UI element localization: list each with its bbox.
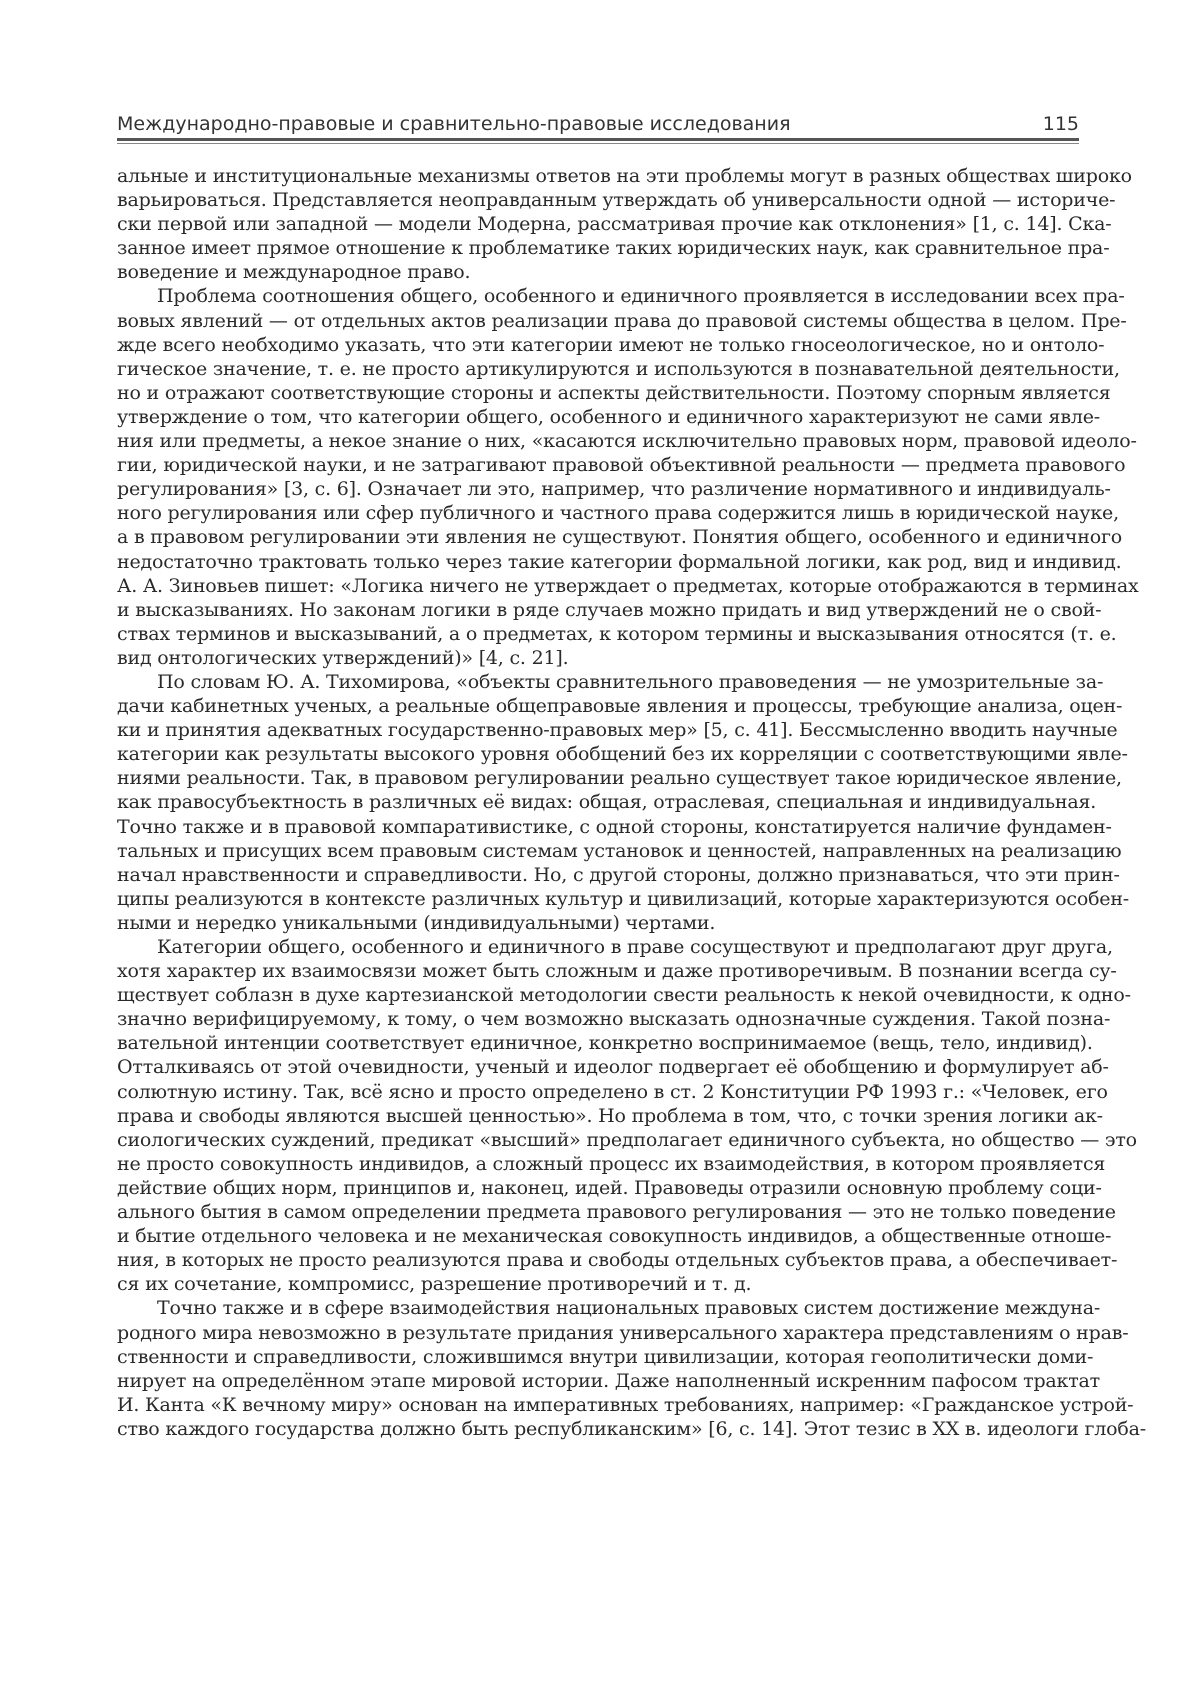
text-line: и бытие отдельного человека и не механическая совокупность индивидов, а общественные отноше- (117, 1225, 1112, 1248)
text-line: Проблема соотношения общего, особенного и единичного проявляется в исследовании всех пра- (157, 285, 1125, 308)
text-line: дачи кабинетных ученых, а реальные общеправовые явления и процессы, требующие анализа, оцен- (117, 695, 1123, 718)
text-line: и высказываниях. Но законам логики в ряде случаев можно придать и вид утверждений не о свой- (117, 598, 1102, 621)
text-line: регулирования» [3, с. 6]. Означает ли это, например, что различение нормативного и индивидуаль- (117, 478, 1111, 501)
text-line: альные и институциональные механизмы ответов на эти проблемы могут в разных обществах широко (117, 165, 1132, 187)
text-line: гическое значение, т. е. не просто артикулируются и используются в познавательной деятельности, (117, 357, 1120, 380)
text-line: ального бытия в самом определении предмета правового регулирования — это не только поведение (117, 1201, 1116, 1224)
text-line: права и свободы являются высшей ценностью». Но проблема в том, что, с точки зрения логики ак- (117, 1104, 1103, 1127)
paragraph (117, 935, 1137, 1296)
text-line: вовых явлений — от отдельных актов реализации права до правовой системы общества в целом. Пре- (117, 309, 1127, 332)
text-line: тальных и присущих всем правовым системам установок и ценностей, направленных на реализацию (117, 839, 1122, 862)
running-header-title: Международно-правовые и сравнительно-правовые исследования (117, 113, 791, 135)
text-line: действие общих норм, принципов и, наконец, идей. Правоведы отразили основную проблему соци- (117, 1176, 1102, 1199)
text-line: родного мира невозможно в результате придания универсального характера представлениям о нрав- (117, 1321, 1129, 1344)
text-line: как правосубъектность в различных её видах: общая, отраслевая, специальная и индивидуальная. (117, 791, 1097, 814)
text-line: начал нравственности и справедливости. Но, с другой стороны, должно признаваться, что эти прин- (117, 863, 1120, 886)
text-line: значно верифицируемому, к тому, о чем возможно высказать однозначные суждения. Такой позна- (117, 1008, 1111, 1031)
body-text (117, 164, 1146, 1441)
text-line: ными и нередко уникальными (индивидуальными) чертами. (117, 911, 716, 934)
text-line: ниями реальности. Так, в правовом регулировании реально существует такое юридическое явление, (117, 767, 1122, 790)
text-line: а в правовом регулировании эти явления не существуют. Понятия общего, особенного и единичного (117, 526, 1122, 549)
text-line: ществует соблазн в духе картезианской методологии свести реальность к некой очевидности, к одно- (117, 984, 1131, 1007)
text-line: Категории общего, особенного и единичного в праве сосуществуют и предполагают друг друга, (157, 936, 1113, 958)
paragraph (117, 1296, 1146, 1441)
text-line: ство каждого государства должно быть республиканским» [6, с. 14]. Этот тезис в XX в. идеологи глоба- (117, 1417, 1146, 1440)
text-line: утверждение о том, что категории общего, особенного и единичного характеризуют не сами явле- (117, 405, 1100, 428)
text-line: гии, юридической науки, и не затрагивают правовой объективной реальности — предмета правового (117, 454, 1126, 477)
text-line: не просто совокупность индивидов, а сложный процесс их взаимодействия, в котором проявляется (117, 1152, 1106, 1175)
text-line: воведение и международное право. (117, 261, 471, 284)
text-line: ки и принятия адекватных государственно-правовых мер» [5, с. 41]. Бессмысленно вводить научные (117, 719, 1118, 742)
text-line: А. А. Зиновьев пишет: «Логика ничего не утверждает о предметах, которые отображаются в терминах (117, 574, 1139, 597)
text-line: Точно также и в правовой компаративистике, с одной стороны, констатируется наличие фундамен- (117, 815, 1112, 838)
text-line: ся их сочетание, компромисс, разрешение противоречий и т. д. (117, 1273, 752, 1296)
text-line: занное имеет прямое отношение к проблематике таких юридических наук, как сравнительное пра- (117, 237, 1110, 260)
paragraph (117, 284, 1139, 670)
text-line: ния, в которых не просто реализуются права и свободы отдельных субъектов права, а обеспечивает- (117, 1249, 1118, 1272)
text-line: ния или предметы, а некое знание о них, «касаются исключительно правовых норм, правовой идеоло- (117, 430, 1137, 453)
text-line: И. Канта «К вечному миру» основан на императивных требованиях, например: «Гражданское устрой- (117, 1393, 1134, 1416)
text-line: ствах терминов и высказываний, а о предметах, к котором термины и высказывания относятся (т. е. (117, 622, 1117, 645)
header-rule-thick (117, 138, 1079, 141)
text-line: категории как результаты высокого уровня обобщений без их корреляции с соответствующими явле- (117, 743, 1128, 766)
paragraph (117, 164, 1132, 284)
text-line: нирует на определённом этапе мировой истории. Даже наполненный искренним пафосом трактат (117, 1369, 1100, 1392)
text-line: Отталкиваясь от этой очевидности, ученый и идеолог подвергает её обобщению и формулирует аб- (117, 1056, 1109, 1079)
text-line: Точно также и в сфере взаимодействия национальных правовых систем достижение междуна- (157, 1297, 1101, 1320)
text-line: вательной интенции соответствует единичное, конкретно воспринимаемое (вещь, тело, индивид). (117, 1032, 1093, 1055)
text-line: ски первой или западной — модели Модерна, рассматривая прочие как отклонения» [1, с. 14]. Ска- (117, 213, 1112, 236)
text-line: ципы реализуются в контексте различных культур и цивилизаций, которые характеризуются особен- (117, 887, 1130, 910)
text-line: недостаточно трактовать только через такие категории формальной логики, как род, вид и индивид. (117, 550, 1122, 573)
page-number: 115 (1042, 113, 1079, 135)
paragraph (117, 670, 1130, 935)
text-line: варьироваться. Представляется неоправданным утверждать об универсальности одной — историче- (117, 189, 1116, 212)
header-rule-thin (117, 143, 1079, 144)
text-line: По словам Ю. А. Тихомирова, «объекты сравнительного правоведения — не умозрительные за- (157, 670, 1104, 693)
text-line: хотя характер их взаимосвязи может быть сложным и даже противоречивым. В познании всегда су- (117, 960, 1117, 983)
text-line: жде всего необходимо указать, что эти категории имеют не только гносеологическое, но и онтоло- (117, 333, 1105, 356)
text-line: но и отражают соответствующие стороны и аспекты действительности. Поэтому спорным является (117, 381, 1111, 404)
text-line: солютную истину. Так, всё ясно и просто определено в ст. 2 Конституции РФ 1993 г.: «Человек, его (117, 1080, 1108, 1103)
text-line: ственности и справедливости, сложившимся внутри цивилизации, которая геополитически доми- (117, 1345, 1094, 1368)
text-line: ного регулирования или сфер публичного и частного права содержится лишь в юридической науке, (117, 502, 1119, 525)
text-line: вид онтологических утверждений)» [4, с. 21]. (117, 646, 569, 669)
text-line: сиологических суждений, предикат «высший» предполагает единичного субъекта, но общество — это (117, 1128, 1137, 1151)
